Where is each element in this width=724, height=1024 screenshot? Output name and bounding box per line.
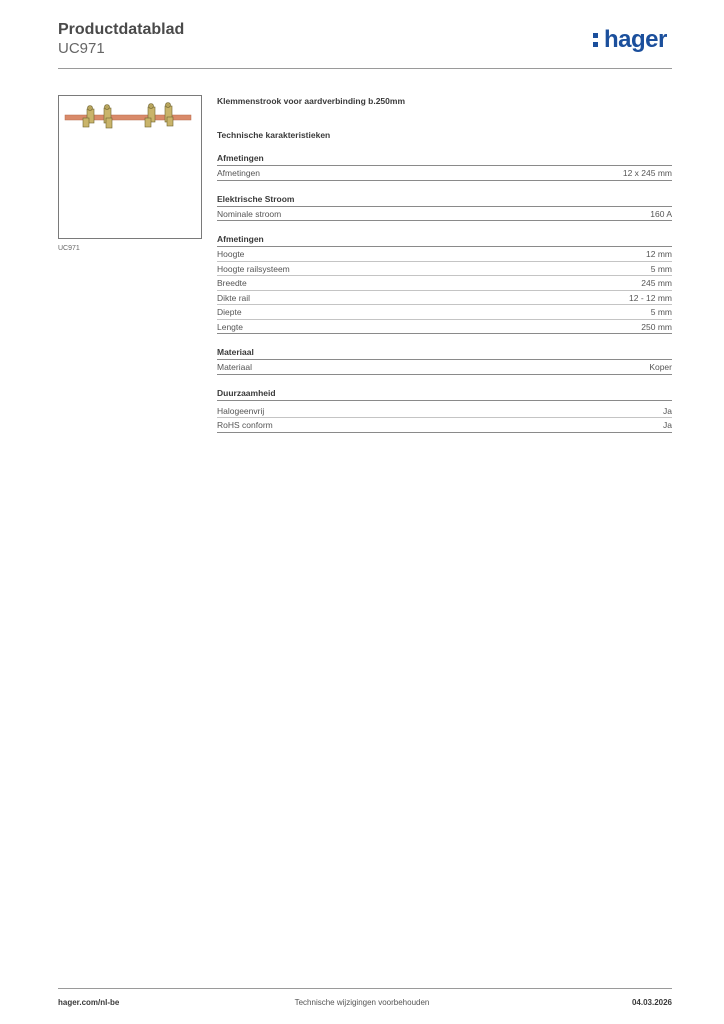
terminal-strip-image [59,96,201,238]
spec-group-title: Afmetingen [217,233,672,247]
spec-group-elektrische-stroom [217,193,672,222]
spec-value: 160 A [650,208,672,219]
spec-group-title: Duurzaamheid [217,387,672,401]
spec-group-duurzaamheid [217,387,672,433]
spec-value: 12 mm [646,249,672,259]
spec-value: 245 mm [641,278,672,288]
logo-text: hager [604,26,667,53]
spec-group-materiaal [217,346,672,375]
spec-value: Ja [663,420,672,430]
spec-label: Diepte [217,307,242,317]
logo-colon-icon [593,33,599,51]
spec-value: 250 mm [641,321,672,332]
product-code: UC971 [58,40,105,57]
spec-value: 5 mm [650,307,672,317]
spec-row [217,276,672,291]
page-title: Productdatablad [58,21,185,38]
spec-group-title: Materiaal [217,346,672,360]
spec-label: Breedte [217,278,247,288]
footer-date: 04.03.2026 [631,998,672,1007]
spec-label: Hoogte [217,249,245,259]
spec-value: 12 - 12 mm [629,292,672,303]
spec-value: Koper [649,362,672,372]
spec-label: Materiaal [217,362,252,372]
spec-row [217,291,672,306]
spec-value: 12 x 245 mm [622,168,672,178]
spec-label: Afmetingen [217,168,260,178]
spec-row [217,262,672,277]
spec-group-afmetingen [217,152,672,181]
spec-group-afmetingen-detail [217,233,672,334]
spec-row [217,404,672,419]
product-name: Klemmenstrook voor aardverbinding b.250mm [217,96,405,106]
spec-label: Halogeenvrij [217,405,265,416]
spec-group-title: Afmetingen [217,152,672,166]
spec-label: RoHS conform [217,420,273,430]
spec-row [217,418,672,433]
spec-label: Nominale stroom [217,208,282,219]
spec-row [217,360,672,375]
footer-url-link[interactable]: hager.com/nl-be [58,998,120,1007]
spec-value: 5 mm [650,263,672,274]
footer-notice: Technische wijzigingen voorbehouden [294,998,430,1007]
spec-value: Ja [663,405,672,416]
spec-label: Hoogte railsysteem [217,263,290,274]
footer-divider [58,988,672,989]
spec-row [217,320,672,335]
spec-row [217,166,672,181]
product-image [58,95,202,239]
spec-row [217,305,672,320]
section-heading: Technische karakteristieken [217,130,331,140]
header-divider [58,68,672,69]
spec-label: Lengte [217,321,243,332]
image-caption: UC971 [58,245,80,252]
spec-label: Dikte rail [217,292,251,303]
spec-sheet [217,94,672,433]
spec-group-title: Elektrische Stroom [217,193,672,207]
spec-row [217,207,672,222]
spec-row [217,247,672,262]
